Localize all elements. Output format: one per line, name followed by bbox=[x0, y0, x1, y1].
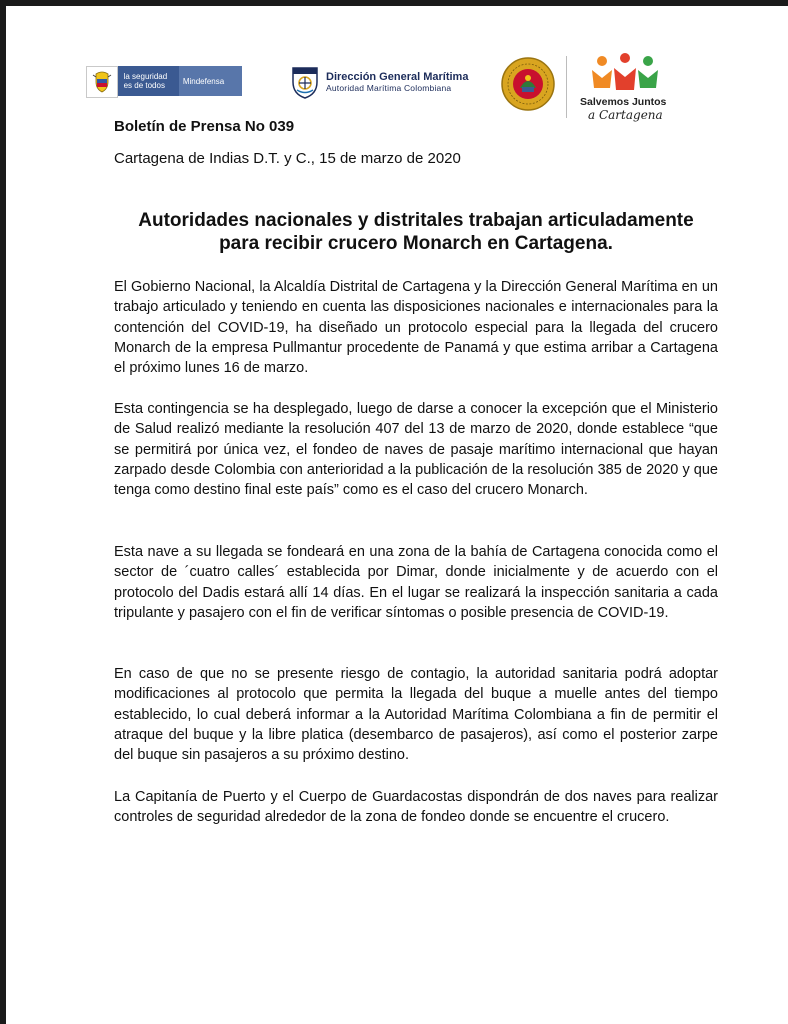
people-group-icon bbox=[590, 52, 660, 96]
body-paragraph-2: Esta contingencia se ha desplegado, luego de darse a conocer la excepción que el Ministerio de Salud realizó mediante la resolución 407 del 13 de marzo de 2020, donde establece “que se permitirá por única vez, el fondeo de naves de pasaje marítimo internacional que hayan zarpado desde Colombia con anterioridad a la publicación de la resolución 385 de 2020 y que tenga como destino final este país” como es el caso del crucero Monarch. bbox=[114, 401, 718, 499]
salvemos-line2: a Cartagena bbox=[588, 108, 663, 122]
dimar-logo bbox=[290, 62, 480, 102]
salvemos-line1: Salvemos Juntos bbox=[580, 96, 667, 108]
bulletin-number: Boletín de Prensa No 039 bbox=[114, 118, 295, 135]
headline-line2: para recibir crucero Monarch en Cartagena. bbox=[219, 233, 613, 254]
body-paragraph-4: En caso de que no se presente riesgo de contagio, la autoridad sanitaria podrá adoptar modificaciones al protocolo que permita la llegada del buque a muelle antes del tiempo establecido, lo cual deberá informar a la Autoridad Marítima Colombiana a fin de permitir el atraque del buque y la libre platica (desembarco de pasajeros), así como el posterior zarpe del buque sin pasajeros a su próximo destino. bbox=[114, 666, 718, 764]
body-paragraph-5: La Capitanía de Puerto y el Cuerpo de Guardacostas dispondrán de dos naves para realizar controles de seguridad alrededor de la zona de fondeo donde se encuentre el crucero. bbox=[114, 789, 718, 826]
dateline: Cartagena de Indias D.T. y C., 15 de marzo de 2020 bbox=[114, 150, 461, 167]
gov-mindefensa-logo bbox=[86, 66, 242, 96]
salvemos-cartagena-logo bbox=[566, 50, 676, 126]
dimar-title: Dirección General Marítima bbox=[326, 71, 469, 83]
gov-slogan-line1: la seguridad bbox=[123, 72, 168, 81]
gov-slogan-line2: es de todos bbox=[123, 81, 165, 90]
cartagena-seal-icon bbox=[500, 56, 556, 112]
body-paragraph-3: Esta nave a su llegada se fondeará en una zona de la bahía de Cartagena conocida como el sector de ´cuatro calles´ establecida por Dimar, donde inicialmente y de acuerdo con el protocolo del Dadis estará allí 14 días. En el lugar se realizará la inspección sanitaria a cada tripulante y pasajero con el fin de verificar síntomas o posible presencia de COVID-19. bbox=[114, 544, 718, 621]
body-paragraph-1: El Gobierno Nacional, la Alcaldía Distrital de Cartagena y la Dirección General Marítima en un trabajo articulado y teniendo en cuenta las disposiciones nacionales e internacionales para la contención del COVID-19, ha diseñado un protocolo especial para la llegada del crucero Monarch de la empresa Pullmantur procedente de Panamá y que estima arribar a Cartagena el próximo lunes 16 de marzo. bbox=[114, 279, 718, 377]
dimar-subtitle: Autoridad Marítima Colombiana bbox=[326, 83, 452, 93]
headline-line1: Autoridades nacionales y distritales trabajan articuladamente bbox=[138, 210, 694, 231]
dimar-emblem-icon bbox=[290, 64, 320, 100]
logo-divider bbox=[566, 56, 567, 118]
gov-slogan bbox=[118, 66, 179, 96]
mindefensa-label: Mindefensa bbox=[179, 66, 242, 96]
headline bbox=[106, 209, 726, 255]
document-page bbox=[6, 6, 788, 1024]
colombia-coat-of-arms-icon bbox=[86, 66, 118, 98]
header-logos bbox=[6, 6, 788, 136]
